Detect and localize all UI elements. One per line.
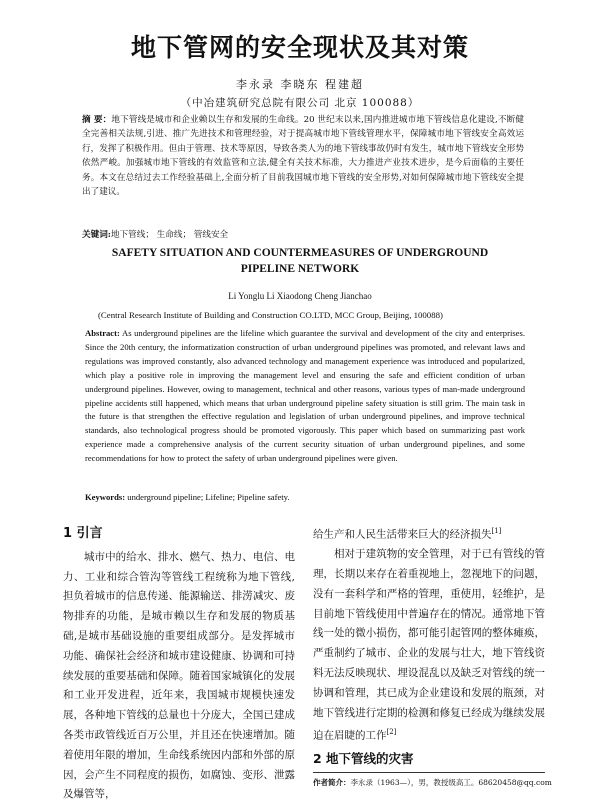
footnote-label: 作者简介： xyxy=(313,778,351,787)
keywords-text-english: underground pipeline; Lifeline; Pipeline safety. xyxy=(127,492,290,502)
footnote-text: 李永录（1963—），男，教授级高工。68620458@qq.com xyxy=(350,778,552,787)
affiliation-english: (Central Research Institute of Building and Construction CO.LTD, MCC Group, Beijing, 100088) xyxy=(98,310,443,320)
footnote-divider xyxy=(313,772,545,773)
author-footnote xyxy=(313,777,558,788)
right-paragraph-2 xyxy=(313,545,545,746)
keywords-english xyxy=(85,492,525,502)
paper-title-chinese: 地下管网的安全现状及其对策 xyxy=(130,33,469,62)
authors-english: Li Yonglu Li Xiaodong Cheng Jianchao xyxy=(228,291,372,301)
section-1-paragraph: 城市中的给水、排水、燃气、热力、电信、电力、工业和综合管沟等管线工程统称为地下管线,担负着城市的信息传递、能源输送、排涝减灾、废物排弃的功能，是城市赖以生存和发展的物质基础,是城市基础设施的重要组成部分。是发挥城市功能、确保社会经济和城市建设健康、协调和可持续发展的重要基础和保障。随着国家城镇化的发展和工业开发进程，近年来，我国城市规模快速发展，各种地下管线的总量也十分庞大，全国已建成各类市政管线近百万公里，并且还在快速增加。随着使用年限的增加，生命线系统因内部和外部的原因，会产生不同程度的损伤，如腐蚀、变形、泄露及爆管等， xyxy=(63,550,295,801)
authors-chinese: 李永录 李晓东 程建超 xyxy=(236,78,364,91)
affiliation-chinese: （中冶建筑研究总院有限公司 北京 100088） xyxy=(180,97,420,109)
abstract-english xyxy=(85,327,525,466)
abstract-text-english: As underground pipelines are the lifeline which guarantee the survival and development of the city and enterprises. Since the 20th century, the informatization construction of urban underground pipelines was promoted, and relevant laws and regulations was improved constantly, also advanced technology and management experience was introduced and popularized, which play a positive role in improving the management level and ensuring the safe and efficient condition of urban underground pipelines. However, owing to management, technical and other reasons, various types of man-made underground pipeline accidents still happened, which means that urban underground pipeline safety situation is still grim. The main task in the future is that strengthen the effective regulation and legislation of urban underground pipelines, and improve technical standards, also technological progress should be promoted vigorously. This paper which based on summarizing past work experience made a comprehensive analysis of the current security situation of urban underground pipelines, and some recommendations for how to protect the safety of urban underground pipelines were given. xyxy=(85,328,525,464)
citation-1: [1] xyxy=(491,527,502,535)
section-2-heading: 2 地下管线的灾害 xyxy=(313,750,414,766)
keywords-text-chinese: 地下管线； 生命线； 管线安全 xyxy=(110,230,229,240)
body-column-right xyxy=(313,522,545,769)
section-1-heading: 1 引言 xyxy=(63,526,103,541)
citation-2: [2] xyxy=(386,728,397,737)
abstract-text-chinese: 地下管线是城市和企业赖以生存和发展的生命线。20 世纪末以来,国内推进城市地下管线信息化建设,不断健全完善相关法规,引进、推广先进技术和管理经验，对于提高城市地下管线管理水平，保障城市地下管线安全高效运行，发挥了积极作用。但由于管理、技术等原因，导致各类人为的地下管线事故仍时有发生，城市地下管线安全形势依然严峻。加强城市地下管线的有效监管和立法,健全有关技术标准，大力推进产业技术进步，是今后面临的主要任务。本文在总结过去工作经验基础上,全面分析了目前我国城市地下管线的安全形势,对如何保障城市地下管线安全提出了建议。 xyxy=(82,115,524,198)
keywords-chinese xyxy=(82,228,524,240)
abstract-label-chinese: 摘 要： xyxy=(82,115,112,125)
keywords-label-english: Keywords: xyxy=(85,492,126,502)
abstract-chinese xyxy=(82,113,524,199)
abstract-label-english: Abstract: xyxy=(85,328,120,338)
body-column-left xyxy=(63,524,295,805)
paper-title-english: SAFETY SITUATION AND COUNTERMEASURES OF UNDERGROUND PIPELINE NETWORK xyxy=(111,247,489,275)
right-paragraph-1 xyxy=(313,522,545,545)
right-paragraph-1-text: 给生产和人民生活带来巨大的经济损失 xyxy=(313,528,492,541)
right-paragraph-2-text: 相对于建筑物的安全管理，对于已有管线的管理，长期以来存在着重视地上，忽视地下的问题，没有一套科学和严格的管理，重使用，轻维护，是目前地下管线使用中普遍存在的情况。通常地下管线一处的微小损伤，都可能引起管网的整体瘫痪，严重制约了城市、企业的发展与壮大，地下管线资料无法反映现状、埋设混乱以及缺乏对管线的统一协调和管理，其已成为企业建设和发展的瓶颈，对地下管线进行定期的检测和修复已经成为继续发展迫在眉睫的工作 xyxy=(313,548,545,742)
keywords-label-chinese: 关键词: xyxy=(82,230,111,240)
